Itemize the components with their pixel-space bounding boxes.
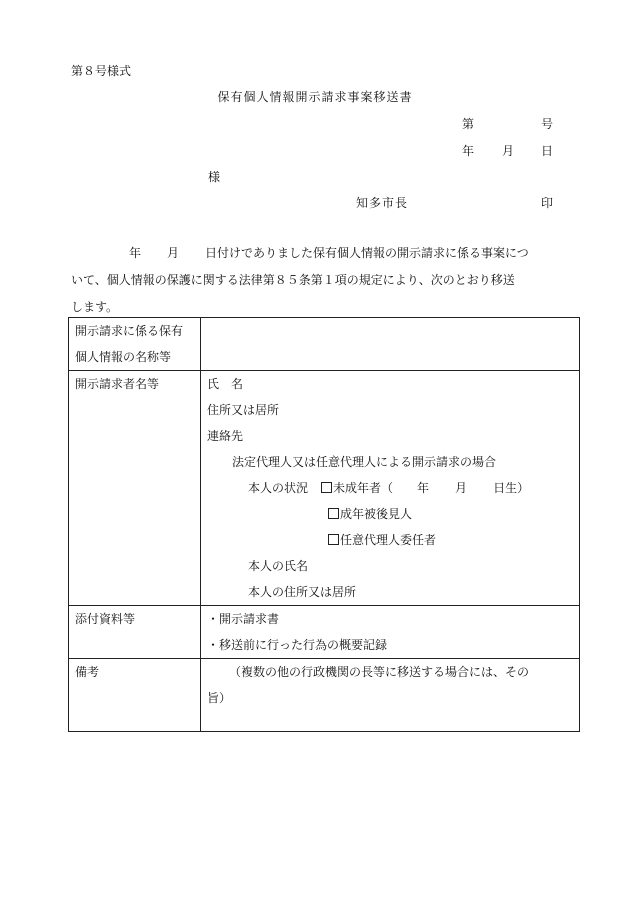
sender-name: 知多市長 <box>356 196 409 210</box>
body-month: 月 <box>167 246 180 260</box>
doc-number-suffix: 号 <box>541 117 554 131</box>
requester-address-label: 住所又は居所 <box>207 403 280 417</box>
body-paragraph <box>71 240 579 321</box>
date-month-label: 月 <box>502 144 515 158</box>
body-line-2: いて、個人情報の保護に関する法律第８５条第１項の規定により、次のとおり移送 <box>71 273 515 287</box>
remarks-line-2: 旨） <box>207 691 232 705</box>
agent-mandator-line <box>201 527 579 553</box>
agent-case-heading: 法定代理人又は任意代理人による開示請求の場合 <box>232 455 497 469</box>
adult-ward-line <box>201 501 579 527</box>
label-cell <box>69 606 201 659</box>
requester-contact-label: 連絡先 <box>207 429 244 443</box>
attachment-item: ・移送前に行った行為の概要記録 <box>207 638 388 652</box>
agent-mandator-option: 任意代理人委任者 <box>340 533 437 547</box>
checkbox-icon <box>328 508 339 519</box>
principal-status-label: 本人の状況 <box>248 481 309 495</box>
table-row <box>69 659 580 732</box>
adult-ward-option: 成年被後見人 <box>340 507 413 521</box>
minor-birth-month: 月 <box>455 481 468 495</box>
minor-option: 未成年者（ <box>333 481 394 495</box>
personal-info-name-cell <box>201 318 580 371</box>
principal-name-label: 本人の氏名 <box>248 559 309 573</box>
principal-address-label: 本人の住所又は居所 <box>248 585 357 599</box>
transfer-details-table <box>68 317 580 732</box>
row1-label-line1: 開示請求に係る保有 <box>75 324 184 338</box>
table-row <box>69 318 580 371</box>
minor-birth-day: 日生） <box>493 481 530 495</box>
table-row <box>69 371 580 606</box>
remarks-line-1: （複数の他の行政機関の長等に移送する場合には、その <box>229 665 530 679</box>
label-cell <box>69 659 201 732</box>
seal-mark: 印 <box>541 196 554 210</box>
form-number: 第８号様式 <box>71 64 132 78</box>
checkbox-icon <box>321 482 332 493</box>
row2-label: 開示請求者名等 <box>75 377 160 391</box>
body-line-1 <box>71 240 579 267</box>
requester-info-cell <box>201 371 580 606</box>
label-cell <box>69 318 201 371</box>
table-row <box>69 606 580 659</box>
label-cell <box>69 371 201 606</box>
document-title: 保有個人情報開示請求事案移送書 <box>217 90 413 104</box>
attachment-item: ・開示請求書 <box>207 612 280 626</box>
body-year: 年 <box>129 246 142 260</box>
doc-number-prefix: 第 <box>462 117 475 131</box>
attachments-cell <box>201 606 580 659</box>
requester-name-label: 氏 名 <box>207 377 244 391</box>
body-line-1-rest: 日付けでありました保有個人情報の開示請求に係る事案につ <box>205 246 529 260</box>
principal-status-line <box>201 475 579 501</box>
date-day-label: 日 <box>541 144 554 158</box>
remarks-cell <box>201 659 580 732</box>
date-year-label: 年 <box>462 144 475 158</box>
row3-label: 添付資料等 <box>75 612 136 626</box>
addressee-suffix: 様 <box>208 170 221 184</box>
row4-label: 備考 <box>75 665 100 679</box>
minor-birth-year: 年 <box>417 481 430 495</box>
body-line-3: します。 <box>71 300 119 314</box>
row1-label-line2: 個人情報の名称等 <box>75 350 172 364</box>
checkbox-icon <box>328 534 339 545</box>
